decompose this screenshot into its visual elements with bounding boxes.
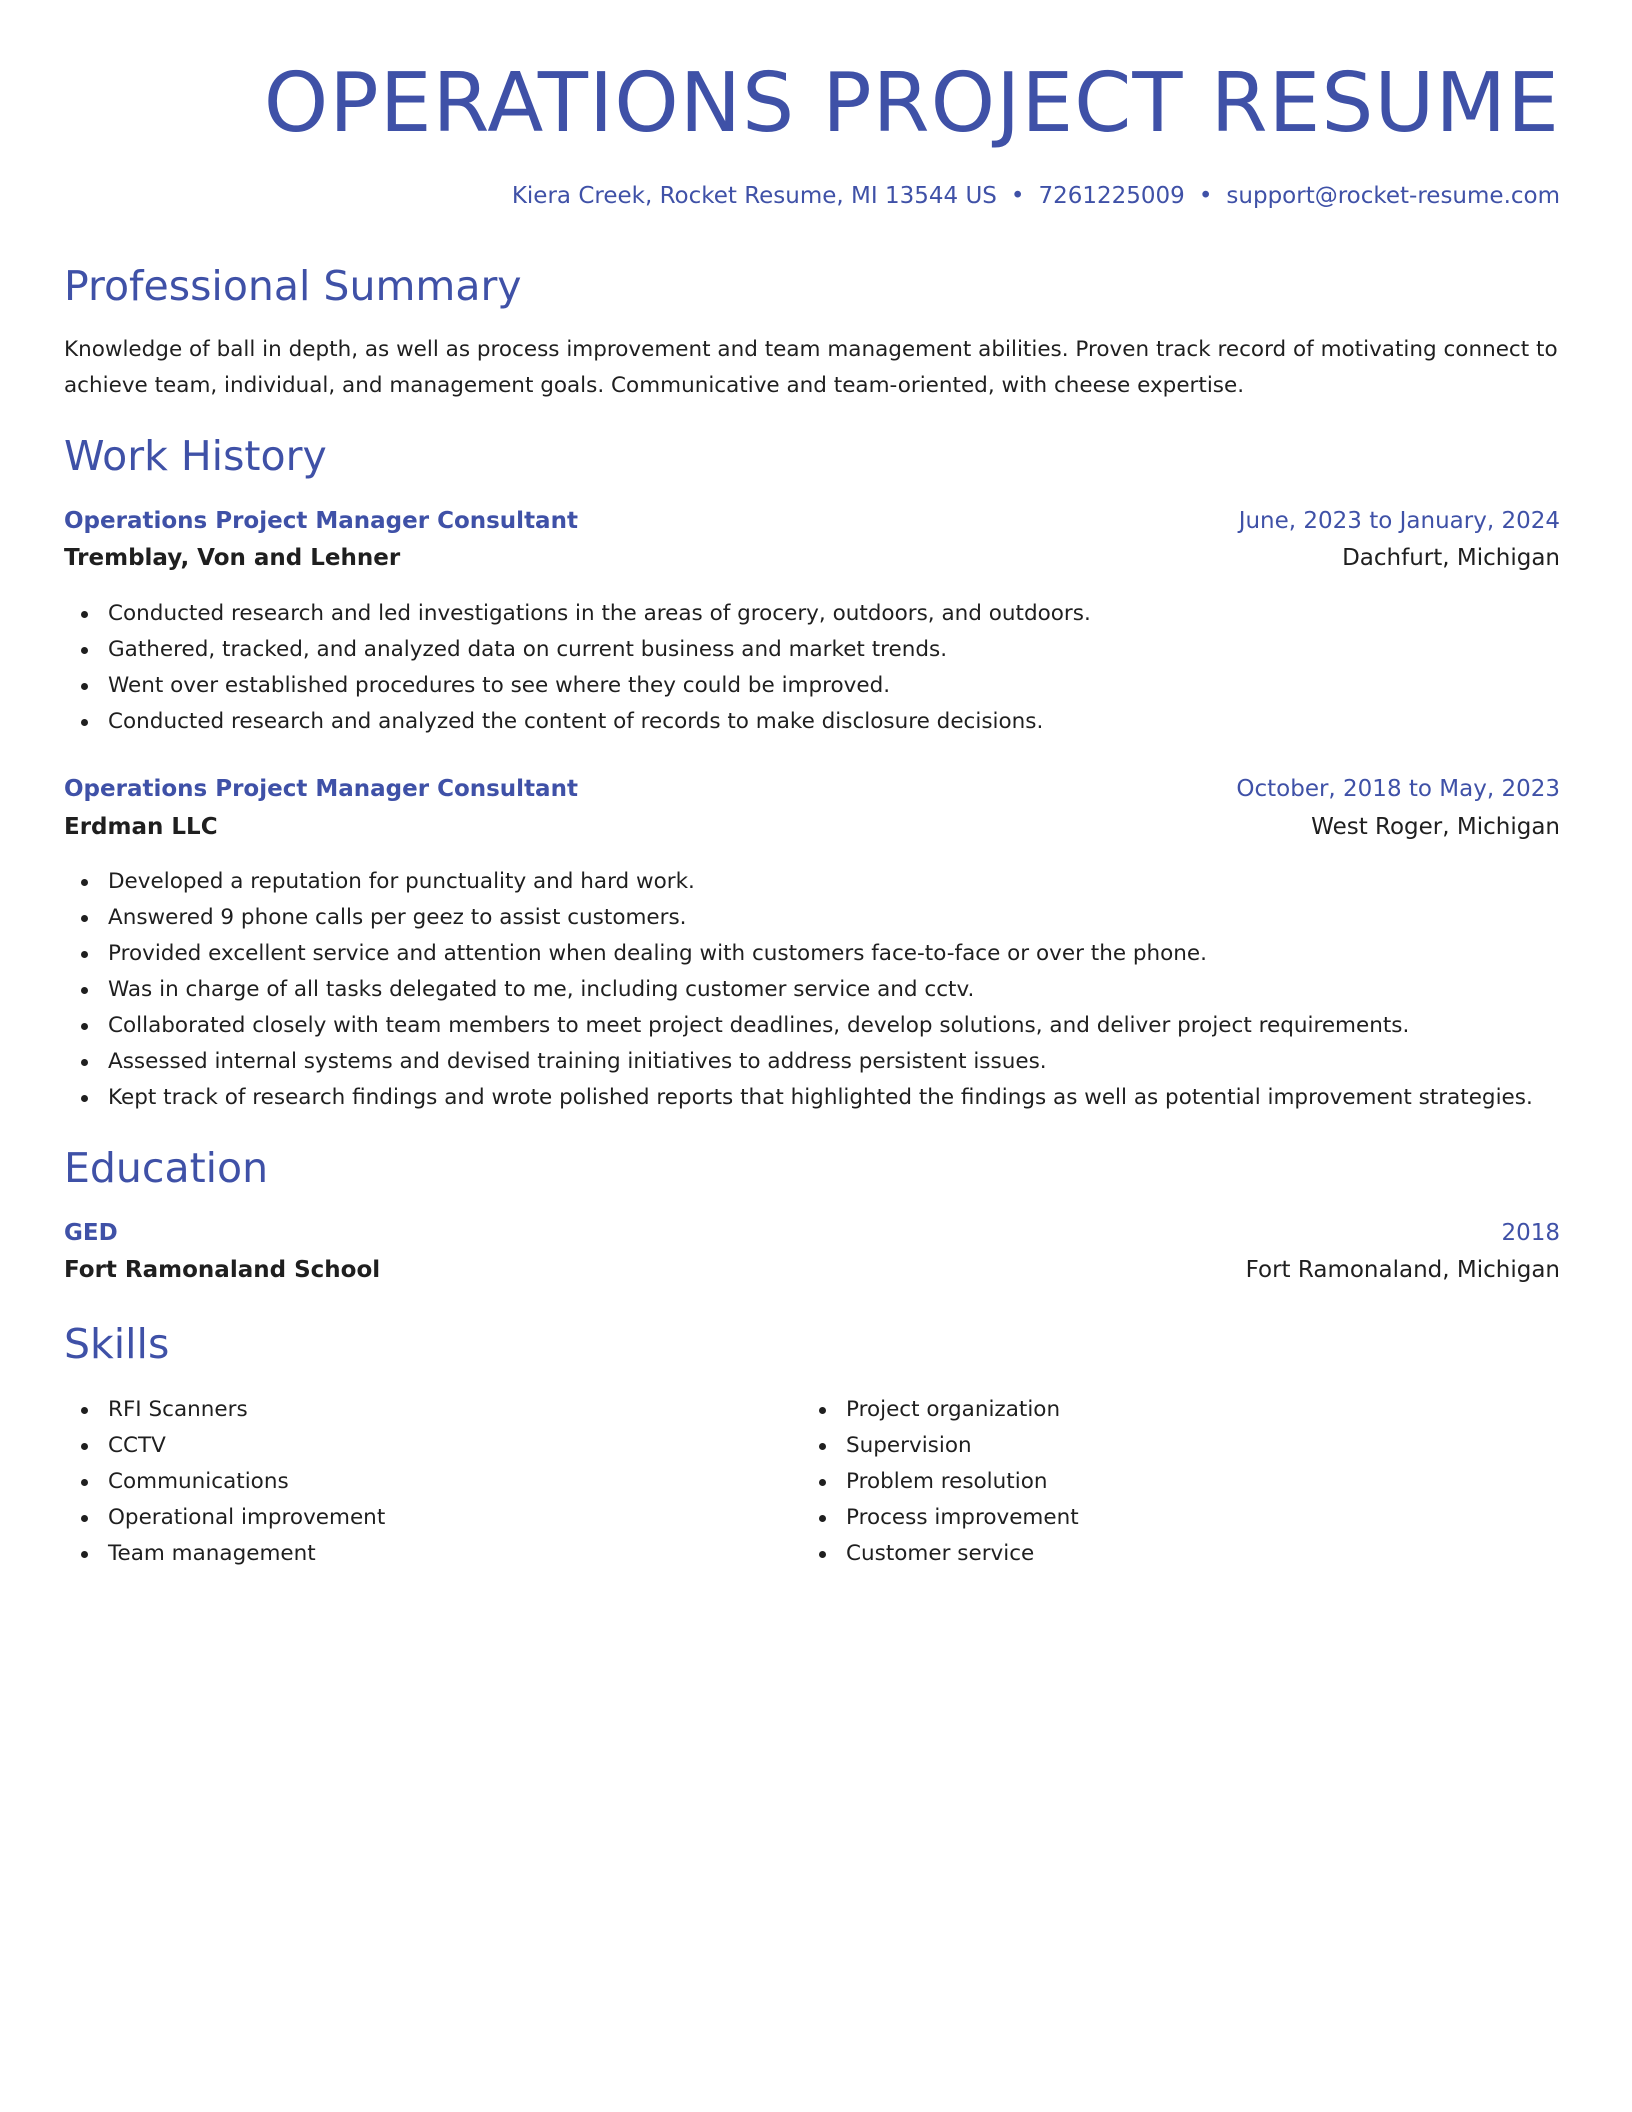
summary-text: Knowledge of ball in depth, as well as process improvement and team management abilities. Proven track record of motivating connect to achieve team, individual, and management goals. Communicative and team-oriented, with cheese expertise. xyxy=(64,337,1558,398)
skill-item: RFI Scanners xyxy=(64,1392,385,1428)
skill-item: Operational improvement xyxy=(64,1500,385,1536)
resume-title: OPERATIONS PROJECT RESUME xyxy=(263,56,1560,151)
skill-item: Problem resolution xyxy=(802,1464,1079,1500)
job-2-header xyxy=(64,772,1560,806)
education-school-row xyxy=(64,1253,1560,1287)
education-year: 2018 xyxy=(1501,1220,1560,1246)
contact-address: Kiera Creek, Rocket Resume, MI 13544 US xyxy=(511,183,997,209)
job-2-employer-row xyxy=(64,810,1560,844)
list-item: Gathered, tracked, and analyzed data on current business and market trends. xyxy=(64,632,1091,668)
skills-heading: Skills xyxy=(64,1320,170,1368)
list-item: Went over established procedures to see where they could be improved. xyxy=(64,668,1091,704)
contact-line xyxy=(512,180,1560,212)
list-item: Provided excellent service and attention when dealing with customers face-to-face or over the phone. xyxy=(64,936,1533,972)
education-header xyxy=(64,1216,1560,1250)
contact-email: support@rocket-resume.com xyxy=(1226,183,1560,209)
summary-heading: Professional Summary xyxy=(64,262,522,310)
job-employer: Erdman LLC xyxy=(64,814,218,840)
contact-separator: • xyxy=(1198,183,1213,209)
job-location: West Roger, Michigan xyxy=(1311,814,1560,840)
work-history-heading: Work History xyxy=(64,432,327,480)
education-location: Fort Ramonaland, Michigan xyxy=(1245,1257,1560,1283)
skill-item: CCTV xyxy=(64,1428,385,1464)
job-1-employer-row xyxy=(64,541,1560,575)
education-degree: GED xyxy=(64,1220,118,1246)
skill-item: Supervision xyxy=(802,1428,1079,1464)
skill-item: Process improvement xyxy=(802,1500,1079,1536)
skills-column-1 xyxy=(64,1392,385,1572)
skill-item: Customer service xyxy=(802,1536,1079,1572)
job-location: Dachfurt, Michigan xyxy=(1342,545,1560,571)
list-item: Conducted research and led investigations in the areas of grocery, outdoors, and outdoors. xyxy=(64,596,1091,632)
job-1-bullets xyxy=(64,596,1091,740)
job-1-header xyxy=(64,504,1560,538)
skill-item: Team management xyxy=(64,1536,385,1572)
contact-phone: 7261225009 xyxy=(1038,183,1185,209)
skill-item: Communications xyxy=(64,1464,385,1500)
list-item: Developed a reputation for punctuality and hard work. xyxy=(64,864,1533,900)
list-item: Answered 9 phone calls per geez to assist customers. xyxy=(64,900,1533,936)
job-dates: October, 2018 to May, 2023 xyxy=(1236,776,1560,802)
job-dates: June, 2023 to January, 2024 xyxy=(1238,508,1560,534)
education-heading: Education xyxy=(64,1144,269,1192)
list-item: Assessed internal systems and devised training initiatives to address persistent issues. xyxy=(64,1044,1533,1080)
education-school: Fort Ramonaland School xyxy=(64,1257,381,1283)
job-2-bullets xyxy=(64,864,1533,1116)
list-item: Collaborated closely with team members to meet project deadlines, develop solutions, and deliver project requirements. xyxy=(64,1008,1533,1044)
contact-separator: • xyxy=(1010,183,1025,209)
skills-column-2 xyxy=(802,1392,1079,1572)
job-title: Operations Project Manager Consultant xyxy=(64,508,578,534)
list-item: Conducted research and analyzed the content of records to make disclosure decisions. xyxy=(64,704,1091,740)
list-item: Was in charge of all tasks delegated to me, including customer service and cctv. xyxy=(64,972,1533,1008)
skill-item: Project organization xyxy=(802,1392,1079,1428)
job-employer: Tremblay, Von and Lehner xyxy=(64,545,401,571)
list-item: Kept track of research findings and wrote polished reports that highlighted the findings as well as potential improvement strategies. xyxy=(64,1080,1533,1116)
job-title: Operations Project Manager Consultant xyxy=(64,776,578,802)
